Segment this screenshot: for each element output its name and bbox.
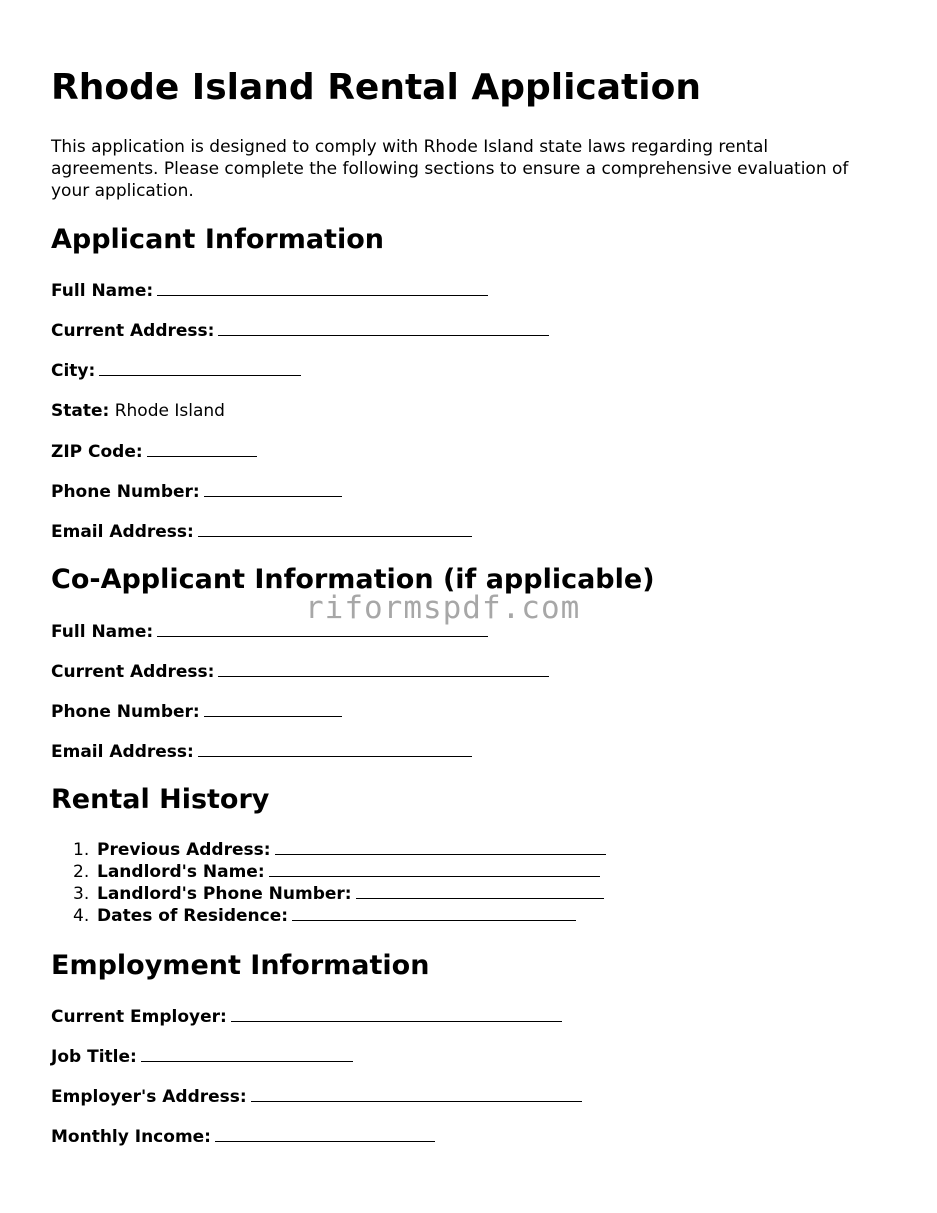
- landlord-name-blank[interactable]: [269, 861, 600, 877]
- monthly-income-label: Monthly Income:: [51, 1127, 211, 1147]
- applicant-state-label: State:: [51, 401, 110, 421]
- co-applicant-email-field: [51, 741, 472, 763]
- page-title: Rhode Island Rental Application: [51, 67, 701, 108]
- list-item: [51, 861, 606, 883]
- employment-section-heading: Employment Information: [51, 950, 430, 981]
- co-applicant-phone-blank[interactable]: [204, 701, 342, 717]
- list-item: [51, 839, 606, 861]
- list-item-number: 4.: [73, 906, 90, 926]
- co-applicant-current-address-field: [51, 661, 549, 683]
- applicant-state-value: Rhode Island: [114, 401, 225, 421]
- list-item-number: 2.: [73, 862, 90, 882]
- applicant-full-name-blank[interactable]: [157, 280, 488, 296]
- applicant-zip-label: ZIP Code:: [51, 442, 143, 462]
- applicant-email-field: [51, 521, 472, 543]
- landlord-phone-label: Landlord's Phone Number:: [97, 884, 352, 904]
- applicant-city-field: [51, 360, 301, 382]
- rental-history-list: [51, 839, 606, 927]
- co-applicant-current-address-label: Current Address:: [51, 662, 215, 682]
- current-employer-field: [51, 1006, 562, 1028]
- applicant-current-address-field: [51, 320, 549, 342]
- landlord-name-label: Landlord's Name:: [97, 862, 265, 882]
- list-item-number: 3.: [73, 884, 90, 904]
- monthly-income-field: [51, 1126, 435, 1148]
- applicant-phone-field: [51, 481, 342, 503]
- previous-address-blank[interactable]: [275, 839, 606, 855]
- job-title-field: [51, 1046, 353, 1068]
- list-item-number: 1.: [73, 840, 90, 860]
- applicant-city-blank[interactable]: [99, 360, 301, 376]
- job-title-label: Job Title:: [51, 1047, 137, 1067]
- dates-of-residence-label: Dates of Residence:: [97, 906, 289, 926]
- co-applicant-full-name-label: Full Name:: [51, 622, 154, 642]
- landlord-phone-blank[interactable]: [356, 883, 604, 899]
- applicant-full-name-label: Full Name:: [51, 281, 154, 301]
- current-employer-blank[interactable]: [231, 1006, 562, 1022]
- rental-history-section-heading: Rental History: [51, 784, 270, 815]
- employer-address-field: [51, 1086, 582, 1108]
- co-applicant-phone-label: Phone Number:: [51, 702, 200, 722]
- previous-address-label: Previous Address:: [97, 840, 271, 860]
- co-applicant-phone-field: [51, 701, 342, 723]
- applicant-full-name-field: [51, 280, 488, 302]
- intro-paragraph: This application is designed to comply with Rhode Island state laws regarding rental agreements. Please complete the following sections to ensure a comprehensive evaluation of your application.: [51, 137, 849, 201]
- applicant-email-blank[interactable]: [198, 521, 472, 537]
- co-applicant-email-label: Email Address:: [51, 742, 194, 762]
- job-title-blank[interactable]: [141, 1046, 353, 1062]
- applicant-current-address-blank[interactable]: [218, 320, 549, 336]
- site-watermark: riformspdf.com: [305, 590, 581, 626]
- applicant-zip-blank[interactable]: [147, 441, 257, 457]
- applicant-email-label: Email Address:: [51, 522, 194, 542]
- applicant-zip-field: [51, 441, 257, 463]
- co-applicant-section-heading: Co-Applicant Information (if applicable): [51, 564, 655, 595]
- co-applicant-current-address-blank[interactable]: [218, 661, 549, 677]
- applicant-city-label: City:: [51, 361, 96, 381]
- applicant-current-address-label: Current Address:: [51, 321, 215, 341]
- list-item: [51, 883, 606, 905]
- applicant-section-heading: Applicant Information: [51, 224, 384, 255]
- monthly-income-blank[interactable]: [215, 1126, 435, 1142]
- co-applicant-email-blank[interactable]: [198, 741, 472, 757]
- dates-of-residence-blank[interactable]: [292, 905, 576, 921]
- employer-address-label: Employer's Address:: [51, 1087, 247, 1107]
- applicant-state-field: [51, 400, 225, 422]
- employer-address-blank[interactable]: [251, 1086, 582, 1102]
- current-employer-label: Current Employer:: [51, 1007, 227, 1027]
- list-item: [51, 905, 606, 927]
- applicant-phone-label: Phone Number:: [51, 482, 200, 502]
- applicant-phone-blank[interactable]: [204, 481, 342, 497]
